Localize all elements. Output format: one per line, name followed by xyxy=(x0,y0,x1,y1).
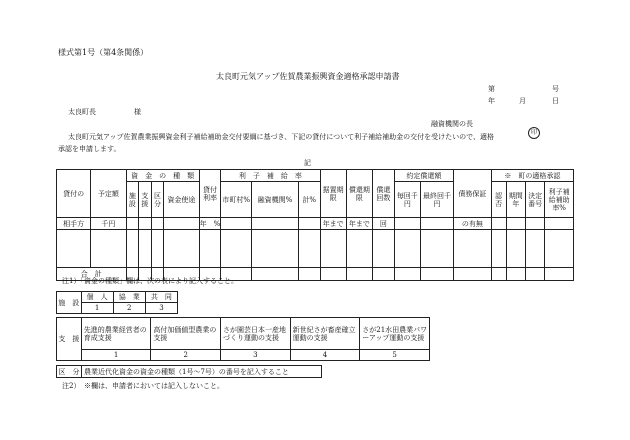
col-grace: 据置期限 xyxy=(320,170,346,218)
kubun-text: 農業近代化資金の資金の種類（1号〜7号）の番号を記入すること xyxy=(82,366,322,378)
number-suffix: 号 xyxy=(552,85,559,93)
col-repay-unit: 年まで xyxy=(346,218,372,230)
col-rate-unit: 年 % xyxy=(199,219,221,228)
col-each: 毎回千円 xyxy=(394,182,420,218)
col-grace-unit: 年まで xyxy=(320,218,346,230)
facility-item: 個 人 xyxy=(81,292,113,303)
main-table xyxy=(56,169,574,281)
support-item: 高付加価値型農業の支援 xyxy=(151,318,221,350)
sender: 融資機関の長 xyxy=(431,120,473,128)
support-num: 4 xyxy=(290,350,360,361)
facility-num: 1 xyxy=(81,303,113,314)
date-day: 日 xyxy=(552,97,559,105)
form-number: 様式第1号（第4条関係） xyxy=(58,48,149,57)
facility-table xyxy=(56,291,178,314)
ki-label: 記 xyxy=(304,159,311,167)
addressee-honorific: 様 xyxy=(134,108,141,116)
col-use: 資金使途 xyxy=(164,182,199,218)
facility-label: 施 設 xyxy=(57,292,82,314)
col-repay: 償還期限 xyxy=(346,170,372,218)
date-year: 年 xyxy=(488,97,495,105)
col-final: 最終回千円 xyxy=(420,182,453,218)
col-decision: 決定番号 xyxy=(525,182,544,218)
col-guarantee-unit: の有無 xyxy=(454,218,492,230)
col-times: 償還回数 xyxy=(373,170,395,218)
support-num: 3 xyxy=(221,350,291,361)
col-subsidy: 利 子 補 給 率 xyxy=(221,170,320,182)
total-label: 合 計 xyxy=(57,268,127,281)
support-num: 1 xyxy=(81,350,151,361)
support-label: 支 援 xyxy=(57,318,82,361)
support-item: さが園芸日本一産地づくり運動の支援 xyxy=(221,318,291,350)
note-1: 注1）「資金の種類」欄は、次の表により記入すること。 xyxy=(62,277,238,285)
support-item: 先進的農業経営者の育成支援 xyxy=(81,318,151,350)
col-approval: 認否 xyxy=(491,182,506,218)
col-facility: 施設 xyxy=(126,182,139,218)
body-line-1: 太良町元気アップ佐賀農業振興資金利子補給補助金交付要綱に基づき、下記の貸付について利子補給補助金の交付を受けたいので、適格 xyxy=(68,133,494,141)
addressee: 太良町長 xyxy=(68,108,96,116)
col-times-unit: 回 xyxy=(373,218,395,230)
facility-item: 協 業 xyxy=(113,292,145,303)
support-num: 5 xyxy=(360,350,430,361)
col-date2: 予定額 xyxy=(91,170,126,218)
col-fund: 資 金 の 種 類 xyxy=(126,170,199,182)
col-amount: 千円 xyxy=(91,218,126,230)
col-subsidy-rate: 利子補給補助率% xyxy=(545,182,574,218)
kubun-label: 区 分 xyxy=(58,367,80,376)
table-row-data xyxy=(57,230,574,268)
seal-text: 印 xyxy=(528,127,540,139)
number-prefix: 第 xyxy=(488,85,495,93)
body-line-2: 承認を申請します。 xyxy=(58,145,121,153)
date-month: 月 xyxy=(519,97,526,105)
facility-item: 共 同 xyxy=(145,292,177,303)
col-town: 市町村% xyxy=(221,182,252,218)
col-town-approval: ※ 町の適格承認 xyxy=(491,170,573,182)
support-item: 新世紀さが畜産確立運動の支援 xyxy=(290,318,360,350)
facility-num: 2 xyxy=(113,303,145,314)
support-num: 2 xyxy=(151,350,221,361)
seal-mark xyxy=(528,119,540,139)
col-total: 計% xyxy=(298,182,320,218)
col-support: 支援 xyxy=(139,182,152,218)
col-contract: 約定償還額 xyxy=(394,170,453,182)
facility-num: 3 xyxy=(145,303,177,314)
col-bank: 融資機関% xyxy=(252,182,299,218)
support-table xyxy=(56,317,430,361)
kubun-table xyxy=(56,365,322,378)
col-period: 期間年 xyxy=(506,182,525,218)
col-borrower: 相手方 xyxy=(57,218,91,230)
support-item: さが21水田農業パワーアップ運動の支援 xyxy=(360,318,430,350)
col-guarantee: 債務保証 xyxy=(454,170,492,218)
note-2: 注2） ※欄は、申請者においては記入しないこと。 xyxy=(62,382,224,390)
form-title: 太良町元気アップ佐賀農業振興資金適格承認申請書 xyxy=(216,72,400,81)
col-rate: 貸付利率 xyxy=(199,170,221,218)
col-date: 貸付の xyxy=(57,170,91,218)
col-kubun: 区分 xyxy=(151,182,164,218)
